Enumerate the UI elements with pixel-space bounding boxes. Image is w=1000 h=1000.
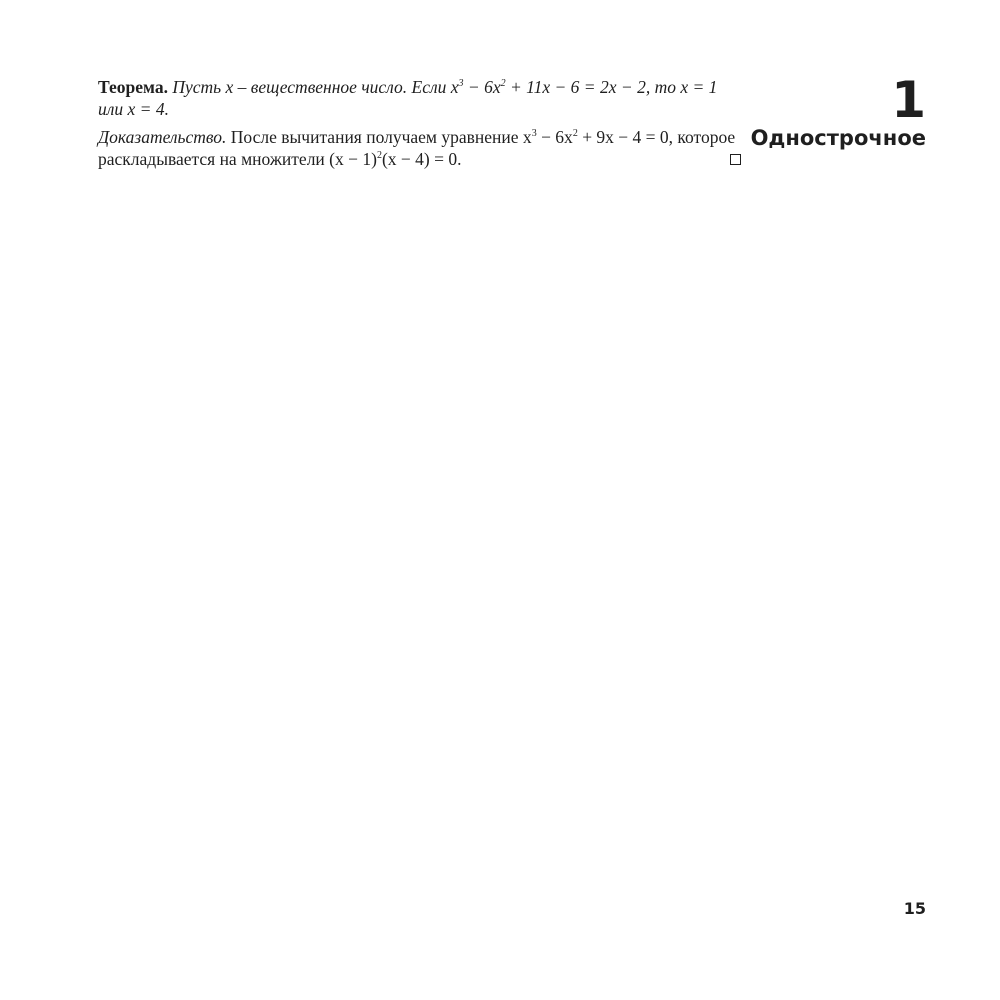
main-text bbox=[98, 76, 743, 170]
proof-paragraph bbox=[98, 126, 743, 170]
chapter-title: Однострочное bbox=[750, 126, 926, 150]
proof-text: После вычитания получаем уравнение $x^3 - 6x^2 + 9x - 4 = 0$, которое раскладывается на множители $(x - 1)^2(x - 4) = 0$. bbox=[98, 127, 736, 169]
qed-square-icon bbox=[730, 154, 741, 165]
page-number: 15 bbox=[903, 899, 926, 918]
proof-label: Доказательство. bbox=[98, 127, 227, 147]
theorem-label: Теорема. bbox=[98, 77, 168, 97]
theorem-paragraph bbox=[98, 76, 743, 120]
chapter-number: 1 bbox=[891, 71, 926, 129]
theorem-statement: Пусть x – вещественное число. Если $x^3 - 6x^2 + 11x - 6 = 2x - 2$, то x = 1 или x = 4. bbox=[98, 77, 718, 119]
